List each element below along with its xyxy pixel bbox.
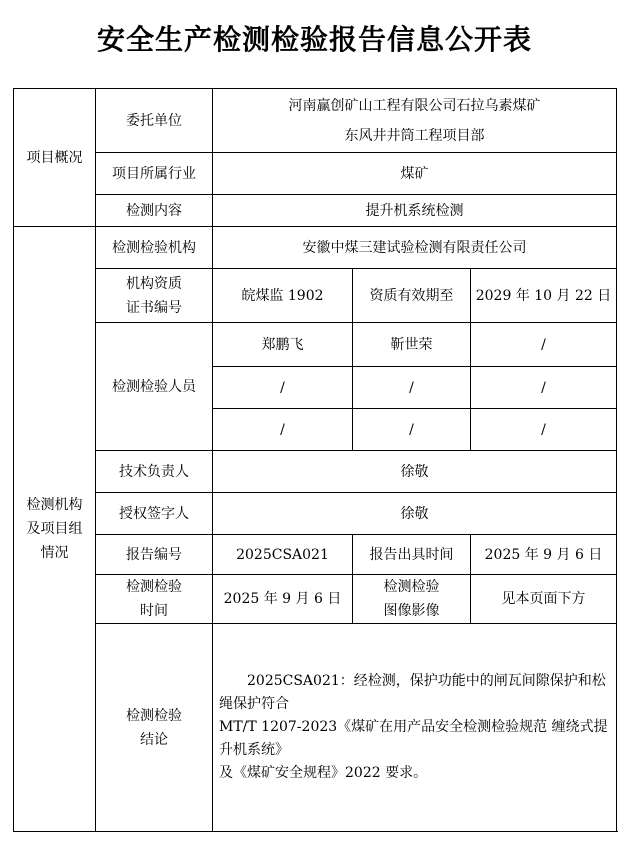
signatory-value: 徐敬 — [213, 493, 617, 535]
cert-value: 皖煤监 1902 — [213, 269, 353, 323]
validity-value: 2029 年 10 月 22 日 — [471, 269, 617, 323]
section-org-label-line-1: 检测机构 — [26, 497, 83, 513]
issue-time-value: 2025 年 9 月 6 日 — [471, 535, 617, 575]
section-org-label-line-2: 及项目组 — [26, 521, 83, 537]
personnel-cell: / — [353, 367, 471, 409]
cert-label-line-1: 机构资质 — [126, 275, 182, 292]
personnel-cell: / — [213, 367, 353, 409]
conclusion-line-1: 2025CSA021：经检测，保护功能中的闸瓦间隙保护和松绳保护符合 — [219, 673, 606, 712]
section-org-label-line-3: 情况 — [40, 545, 69, 561]
report-no-label: 报告编号 — [96, 535, 213, 575]
inspect-time-label-line-1: 检测检验 — [126, 579, 182, 595]
report-info-table — [13, 88, 617, 832]
section-conclusion-label-line-1: 检测检验 — [126, 707, 182, 724]
image-label-line-1: 检测检验 — [383, 579, 440, 595]
issue-time-label: 报告出具时间 — [353, 535, 471, 575]
personnel-cell: 靳世荣 — [353, 323, 471, 367]
org-label: 检测检验机构 — [96, 227, 213, 269]
conclusion-line-2: MT/T 1207-2023《煤矿在用产品安全检测检验规范 缠绕式提升机系统》 — [219, 719, 608, 758]
inspect-time-value: 2025 年 9 月 6 日 — [213, 575, 353, 624]
org-value: 安徽中煤三建试验检测有限责任公司 — [213, 227, 617, 269]
cert-label — [96, 269, 213, 323]
cert-label-line-2: 证书编号 — [126, 299, 182, 316]
tech-lead-value: 徐敬 — [213, 451, 617, 493]
personnel-cell: / — [213, 409, 353, 451]
image-label — [353, 575, 471, 624]
validity-label: 资质有效期至 — [353, 269, 471, 323]
content-label: 检测内容 — [96, 195, 213, 227]
image-value: 见本页面下方 — [471, 575, 617, 624]
signatory-label: 授权签字人 — [96, 493, 213, 535]
client-line-1: 河南赢创矿山工程有限公司石拉乌素煤矿 — [288, 97, 541, 114]
personnel-label: 检测检验人员 — [96, 323, 213, 451]
section-project-overview-label: 项目概况 — [14, 89, 96, 227]
client-label: 委托单位 — [96, 89, 213, 153]
industry-value: 煤矿 — [213, 153, 617, 195]
personnel-cell: 郑鹏飞 — [213, 323, 353, 367]
image-label-line-2: 图像影像 — [383, 603, 440, 619]
personnel-cell: / — [353, 409, 471, 451]
industry-label: 项目所属行业 — [96, 153, 213, 195]
conclusion-line-3: 及《煤矿安全规程》2022 要求。 — [219, 765, 428, 781]
page-title: 安全生产检测检验报告信息公开表 — [96, 23, 532, 56]
client-value — [213, 89, 617, 153]
inspect-time-label-line-2: 时间 — [140, 603, 168, 619]
content-value: 提升机系统检测 — [213, 195, 617, 227]
section-conclusion-label — [96, 624, 213, 832]
tech-lead-label: 技术负责人 — [96, 451, 213, 493]
inspect-time-label — [96, 575, 213, 624]
personnel-cell: / — [471, 409, 617, 451]
report-no-value: 2025CSA021 — [213, 535, 353, 575]
personnel-cell: / — [471, 323, 617, 367]
client-line-2: 东风井井筒工程项目部 — [344, 127, 485, 144]
personnel-cell: / — [471, 367, 617, 409]
conclusion-text — [213, 624, 617, 832]
section-conclusion-label-line-2: 结论 — [140, 731, 168, 748]
section-org-label — [14, 227, 96, 832]
